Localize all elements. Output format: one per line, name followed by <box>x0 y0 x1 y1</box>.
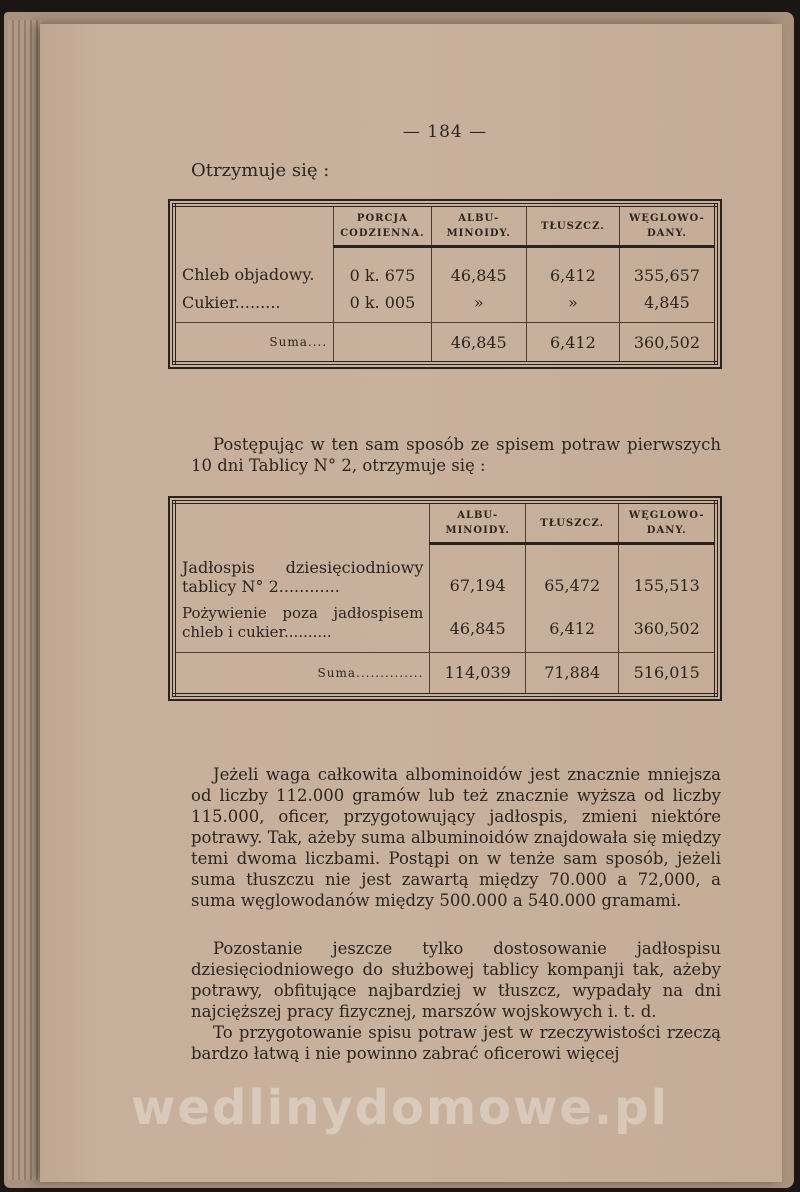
sum-albuminoidy: 46,845 <box>431 323 526 364</box>
nutrition-table-1 <box>172 203 718 365</box>
row-label: Pożywienie poza jadłospisem chleb i cukier.......... <box>182 603 424 641</box>
sum-row <box>174 323 716 364</box>
paragraph-3: Pozostanie jeszcze tylko dostosowanie jadłospisu dziesięciodniowego do służbowej tablicy kompanji tak, ażeby potrawy, obfitujące najbardziej w tłuszcz, wypadały na dni najcięższej pracy fizycznej, marszów wojskowych i. t. d. <box>191 939 721 1021</box>
cell-weglowodany: 4,845 <box>619 289 716 323</box>
page-edges <box>8 20 42 1180</box>
table-row <box>174 289 716 323</box>
sum-label: Suma.............. <box>174 652 430 695</box>
cell-portion: 0 k. 675 <box>334 247 432 290</box>
sum-tluszcz: 71,884 <box>525 652 619 695</box>
sum-row <box>174 652 716 695</box>
sum-weglowodany: 360,502 <box>619 323 716 364</box>
cell-weglowodany: 155,513 <box>619 544 716 600</box>
cell-tluszcz: 6,412 <box>526 247 619 290</box>
cell-albuminoidy: 46,845 <box>431 247 526 290</box>
watermark: wedlinydomowe.pl <box>131 1080 669 1136</box>
col-header-portion: PORCJA CODZIENNA. <box>334 205 432 247</box>
cell-albuminoidy: » <box>431 289 526 323</box>
col-header-albuminoidy: ALBU-MINOIDY. <box>430 502 526 544</box>
col-header-tluszcz: TŁUSZCZ. <box>525 502 619 544</box>
cell-tluszcz: » <box>526 289 619 323</box>
row-label: Jadłospis dziesięciodniowy tablicy N° 2............ <box>182 557 424 596</box>
cell-weglowodany: 355,657 <box>619 247 716 290</box>
cell-weglowodany: 360,502 <box>619 600 716 653</box>
cell-empty <box>334 323 432 364</box>
row-label: Chleb objadowy. <box>182 265 315 285</box>
sum-albuminoidy: 114,039 <box>430 652 526 695</box>
empty-header-cell <box>174 502 430 544</box>
page-number: — 184 — <box>402 122 488 142</box>
intro-text: Otrzymuje się : <box>191 160 330 181</box>
table-header-row <box>174 205 716 247</box>
table-row <box>174 600 716 653</box>
col-header-weglowodany: WĘGLOWO-DANY. <box>619 502 716 544</box>
cell-portion: 0 k. 005 <box>334 289 432 323</box>
paragraph-4: To przygotowanie spisu potraw jest w rzeczywistości rzeczą bardzo łatwą i nie powinno zabrać oficerowi więcej <box>191 1023 721 1063</box>
table-header-row <box>174 502 716 544</box>
col-header-tluszcz: TŁUSZCZ. <box>526 205 619 247</box>
col-header-weglowodany: WĘGLOWO-DANY. <box>619 205 716 247</box>
nutrition-table-2 <box>172 500 718 697</box>
paragraph-2: Jeżeli waga całkowita albominoidów jest znacznie mniejsza od liczby 112.000 gramów lub też znacznie wyższa od liczby 115.000, oficer, przygotowujący jadłospis, zmieni niektóre potrawy. Tak, ażeby suma albuminoidów znajdowała się między temi dwoma liczbami. Postąpi on w tenże sam sposób, jeżeli suma tłuszczu nie jest zawartą między 70.000 a 72,000, a suma węglowodanów między 500.000 a 540.000 gramami. <box>191 765 721 910</box>
sum-tluszcz: 6,412 <box>526 323 619 364</box>
cell-albuminoidy: 46,845 <box>430 600 526 653</box>
cell-albuminoidy: 67,194 <box>430 544 526 600</box>
empty-header-cell <box>174 205 334 247</box>
paragraph-1: Postępując w ten sam sposób ze spisem potraw pierwszych 10 dni Tablicy N° 2, otrzymuje się : <box>191 435 721 475</box>
cell-tluszcz: 6,412 <box>525 600 619 653</box>
row-label: Cukier......... <box>182 293 281 312</box>
col-header-albuminoidy: ALBU-MINOIDY. <box>431 205 526 247</box>
cell-tluszcz: 65,472 <box>525 544 619 600</box>
sum-label: Suma.... <box>174 323 334 364</box>
sum-weglowodany: 516,015 <box>619 652 716 695</box>
table-row <box>174 247 716 290</box>
table-row <box>174 544 716 600</box>
